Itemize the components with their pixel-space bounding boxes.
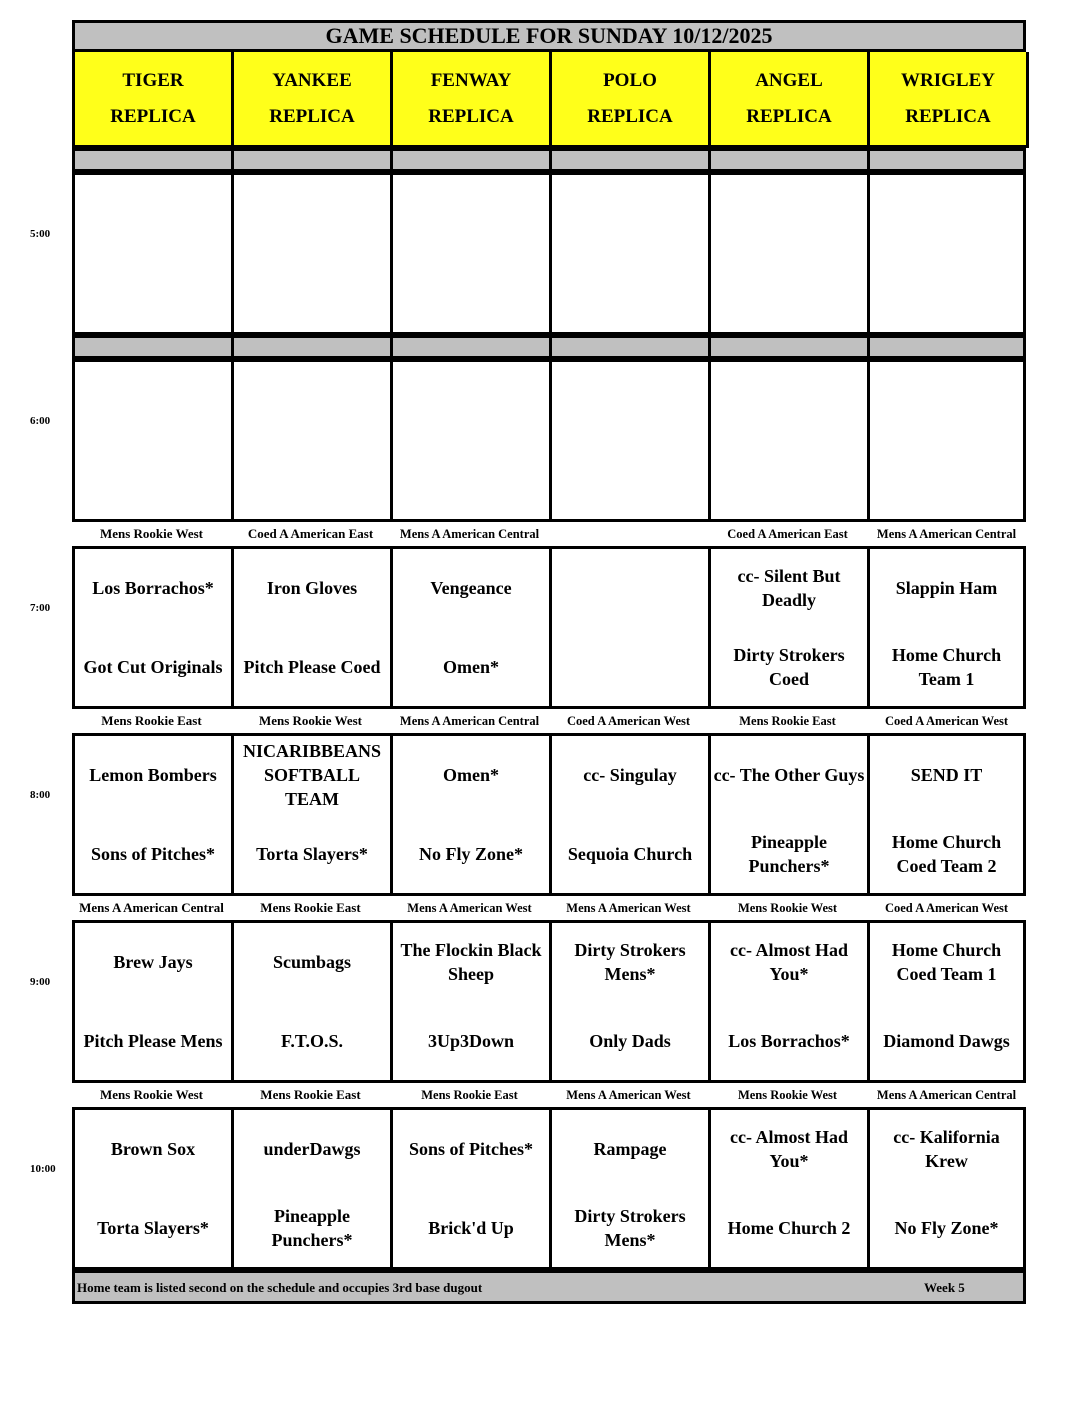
- division-label: Coed A American West: [884, 713, 1009, 728]
- away-team: [713, 371, 865, 431]
- field-name: POLO: [603, 69, 657, 91]
- game-cell: [231, 359, 390, 522]
- home-team: [236, 263, 388, 323]
- home-team: Sons of Pitches*: [90, 844, 215, 864]
- game-cell: [549, 546, 708, 709]
- game-cell: [867, 1107, 1026, 1270]
- home-team: Omen*: [443, 657, 499, 677]
- game-cell: [867, 733, 1026, 896]
- home-team: Brick'd Up: [428, 1218, 514, 1238]
- home-team: Dirty Strokers Mens*: [574, 1206, 686, 1250]
- home-team: Pitch Please Coed: [243, 657, 381, 677]
- field-header-row: [72, 52, 1026, 148]
- home-team: 3Up3Down: [427, 1031, 515, 1051]
- away-team: cc- Singulay: [583, 765, 677, 785]
- time-label: 6:00: [30, 414, 51, 427]
- division-label: [72, 335, 231, 359]
- field-name: ANGEL: [755, 69, 823, 91]
- game-cell: [390, 359, 549, 522]
- home-team: Sequoia Church: [567, 844, 693, 864]
- away-team: NICARIBBEANS SOFTBALL TEAM: [242, 741, 382, 809]
- footer-bar: [72, 1270, 1026, 1304]
- away-team: cc- Almost Had You*: [730, 940, 848, 984]
- home-team: [872, 263, 1021, 323]
- time-label: 9:00: [30, 975, 51, 988]
- home-team: Los Borrachos*: [728, 1031, 850, 1051]
- division-label: Mens Rookie West: [737, 900, 838, 915]
- home-team: [713, 450, 865, 510]
- away-team: Los Borrachos*: [92, 578, 214, 598]
- field-sub: REPLICA: [746, 105, 832, 127]
- game-cell: [72, 733, 231, 896]
- away-team: [236, 184, 388, 244]
- home-team: Home Church 2: [727, 1218, 851, 1238]
- home-team: Only Dads: [589, 1031, 671, 1051]
- game-cell: [708, 1107, 867, 1270]
- away-team: cc- Silent But Deadly: [737, 566, 841, 610]
- field-name: YANKEE: [272, 69, 352, 91]
- division-label: Mens Rookie East: [421, 1087, 518, 1102]
- away-team: [872, 371, 1021, 431]
- field-sub: REPLICA: [905, 105, 991, 127]
- field-sub: REPLICA: [428, 105, 514, 127]
- game-cell: [549, 920, 708, 1083]
- home-team: [713, 263, 865, 323]
- game-cell: [867, 546, 1026, 709]
- game-cell: [549, 1107, 708, 1270]
- division-label: [549, 522, 708, 546]
- home-team: Home Church Coed Team 2: [891, 832, 1002, 876]
- game-row: [72, 172, 1026, 335]
- game-row: [72, 1107, 1026, 1270]
- game-row: [72, 359, 1026, 522]
- game-cell: [708, 920, 867, 1083]
- division-label: Mens Rookie East: [101, 713, 202, 728]
- division-label: [708, 335, 867, 359]
- away-team: Dirty Strokers Mens*: [574, 940, 686, 984]
- game-cell: [549, 172, 708, 335]
- away-team: Sons of Pitches*: [408, 1139, 533, 1159]
- division-header-row: [72, 896, 1026, 920]
- game-cell: [231, 1107, 390, 1270]
- week-label: Week 5: [924, 1280, 965, 1295]
- field-yankee: [234, 52, 393, 148]
- division-label: Mens A American West: [566, 900, 691, 915]
- home-team: No Fly Zone*: [894, 1218, 999, 1238]
- home-team: Torta Slayers*: [256, 844, 368, 864]
- division-label: Coed A American East: [247, 526, 374, 541]
- division-header-row: [72, 148, 1026, 172]
- division-label: [549, 335, 708, 359]
- away-team: [554, 558, 706, 618]
- away-team: [554, 371, 706, 431]
- game-cell: [708, 359, 867, 522]
- away-team: [236, 371, 388, 431]
- game-cell: [867, 920, 1026, 1083]
- field-angel: [711, 52, 870, 148]
- away-team: [554, 184, 706, 244]
- away-team: The Flockin Black Sheep: [400, 940, 542, 984]
- field-tiger: [75, 52, 234, 148]
- game-cell: [549, 359, 708, 522]
- division-header-row: [72, 335, 1026, 359]
- home-team: [77, 450, 229, 510]
- field-name: FENWAY: [430, 69, 512, 91]
- game-cell: [72, 546, 231, 709]
- division-label: [549, 148, 708, 172]
- footer-note: Home team is listed second on the schedule and occupies 3rd base dugout: [77, 1280, 483, 1295]
- away-team: Brew Jays: [113, 952, 193, 972]
- game-cell: [549, 733, 708, 896]
- time-label: 10:00: [30, 1162, 56, 1175]
- home-team: [554, 637, 706, 697]
- page-title: GAME SCHEDULE FOR SUNDAY 10/12/2025: [72, 20, 1026, 52]
- schedule-sheet: [72, 20, 1026, 1304]
- home-team: Pitch Please Mens: [83, 1031, 223, 1051]
- home-team: Dirty Strokers Coed: [733, 645, 845, 689]
- away-team: [395, 371, 547, 431]
- division-label: Mens Rookie West: [99, 526, 204, 541]
- home-team: Diamond Dawgs: [883, 1031, 1010, 1051]
- game-cell: [708, 546, 867, 709]
- home-team: Pineapple Punchers*: [748, 832, 830, 876]
- division-label: [231, 148, 390, 172]
- away-team: cc- The Other Guys: [713, 765, 865, 785]
- time-slots: [72, 148, 1026, 1270]
- division-label: [72, 148, 231, 172]
- game-cell: [231, 172, 390, 335]
- home-team: No Fly Zone*: [418, 844, 523, 864]
- game-cell: [72, 172, 231, 335]
- division-label: Mens A American West: [566, 1087, 691, 1102]
- division-label: [867, 148, 1026, 172]
- away-team: [872, 184, 1021, 244]
- time-label: 7:00: [30, 601, 51, 614]
- away-team: Iron Gloves: [266, 578, 358, 598]
- away-team: [713, 184, 865, 244]
- division-label: Coed A American East: [727, 526, 848, 541]
- game-cell: [390, 172, 549, 335]
- game-cell: [231, 733, 390, 896]
- field-sub: REPLICA: [269, 105, 355, 127]
- time-label: 8:00: [30, 788, 51, 801]
- division-label: Mens Rookie East: [260, 1087, 361, 1102]
- division-label: Coed A American West: [884, 900, 1009, 915]
- home-team: [554, 450, 706, 510]
- game-row: [72, 733, 1026, 896]
- field-polo: [552, 52, 711, 148]
- game-cell: [867, 172, 1026, 335]
- division-header-row: [72, 709, 1026, 733]
- game-row: [72, 920, 1026, 1083]
- away-team: Slappin Ham: [895, 578, 998, 598]
- away-team: Home Church Coed Team 1: [891, 940, 1002, 984]
- away-team: Scumbags: [272, 952, 352, 972]
- field-wrigley: [870, 52, 1029, 148]
- field-fenway: [393, 52, 552, 148]
- away-team: underDawgs: [263, 1139, 361, 1159]
- game-cell: [72, 359, 231, 522]
- game-cell: [867, 359, 1026, 522]
- away-team: SEND IT: [910, 765, 983, 785]
- away-team: Brown Sox: [110, 1139, 196, 1159]
- game-cell: [708, 733, 867, 896]
- game-cell: [390, 546, 549, 709]
- division-label: Coed A American West: [566, 713, 691, 728]
- away-team: [77, 184, 229, 244]
- game-cell: [231, 546, 390, 709]
- game-cell: [708, 172, 867, 335]
- field-sub: REPLICA: [110, 105, 196, 127]
- home-team: [236, 450, 388, 510]
- home-team: F.T.O.S.: [280, 1031, 344, 1051]
- time-label: 5:00: [30, 227, 51, 240]
- game-row: [72, 546, 1026, 709]
- home-team: [77, 263, 229, 323]
- field-name: TIGER: [122, 69, 184, 91]
- home-team: Pineapple Punchers*: [271, 1206, 353, 1250]
- away-team: cc- Almost Had You*: [730, 1127, 848, 1171]
- game-cell: [390, 920, 549, 1083]
- away-team: cc- Kalifornia Krew: [893, 1127, 1000, 1171]
- away-team: Vengeance: [430, 578, 512, 598]
- division-label: Mens Rookie West: [258, 713, 363, 728]
- division-label: [231, 335, 390, 359]
- home-team: Home Church Team 1: [891, 645, 1002, 689]
- away-team: Lemon Bombers: [89, 765, 217, 785]
- division-label: [390, 335, 549, 359]
- division-label: Mens Rookie East: [739, 713, 836, 728]
- home-team: Torta Slayers*: [97, 1218, 209, 1238]
- home-team: [395, 450, 547, 510]
- division-label: [867, 335, 1026, 359]
- division-label: Mens A American Central: [399, 713, 540, 728]
- game-cell: [72, 920, 231, 1083]
- division-label: Mens A American Central: [399, 526, 540, 541]
- division-label: Mens Rookie West: [737, 1087, 838, 1102]
- home-team: [395, 263, 547, 323]
- division-label: Mens A American Central: [79, 900, 224, 915]
- field-name: WRIGLEY: [901, 69, 995, 91]
- division-header-row: [72, 522, 1026, 546]
- division-label: Mens Rookie West: [99, 1087, 204, 1102]
- division-header-row: [72, 1083, 1026, 1107]
- away-team: [395, 184, 547, 244]
- division-label: Mens A American Central: [876, 526, 1017, 541]
- division-label: Mens A American West: [407, 900, 532, 915]
- division-label: [390, 148, 549, 172]
- division-label: [708, 148, 867, 172]
- game-cell: [231, 920, 390, 1083]
- home-team: [872, 450, 1021, 510]
- home-team: Got Cut Originals: [83, 657, 223, 677]
- game-cell: [390, 1107, 549, 1270]
- division-label: Mens Rookie East: [260, 900, 361, 915]
- away-team: [77, 371, 229, 431]
- game-cell: [390, 733, 549, 896]
- game-cell: [72, 1107, 231, 1270]
- division-label: Mens A American Central: [876, 1087, 1017, 1102]
- home-team: [554, 263, 706, 323]
- away-team: Rampage: [593, 1139, 667, 1159]
- away-team: Omen*: [443, 765, 499, 785]
- field-sub: REPLICA: [587, 105, 673, 127]
